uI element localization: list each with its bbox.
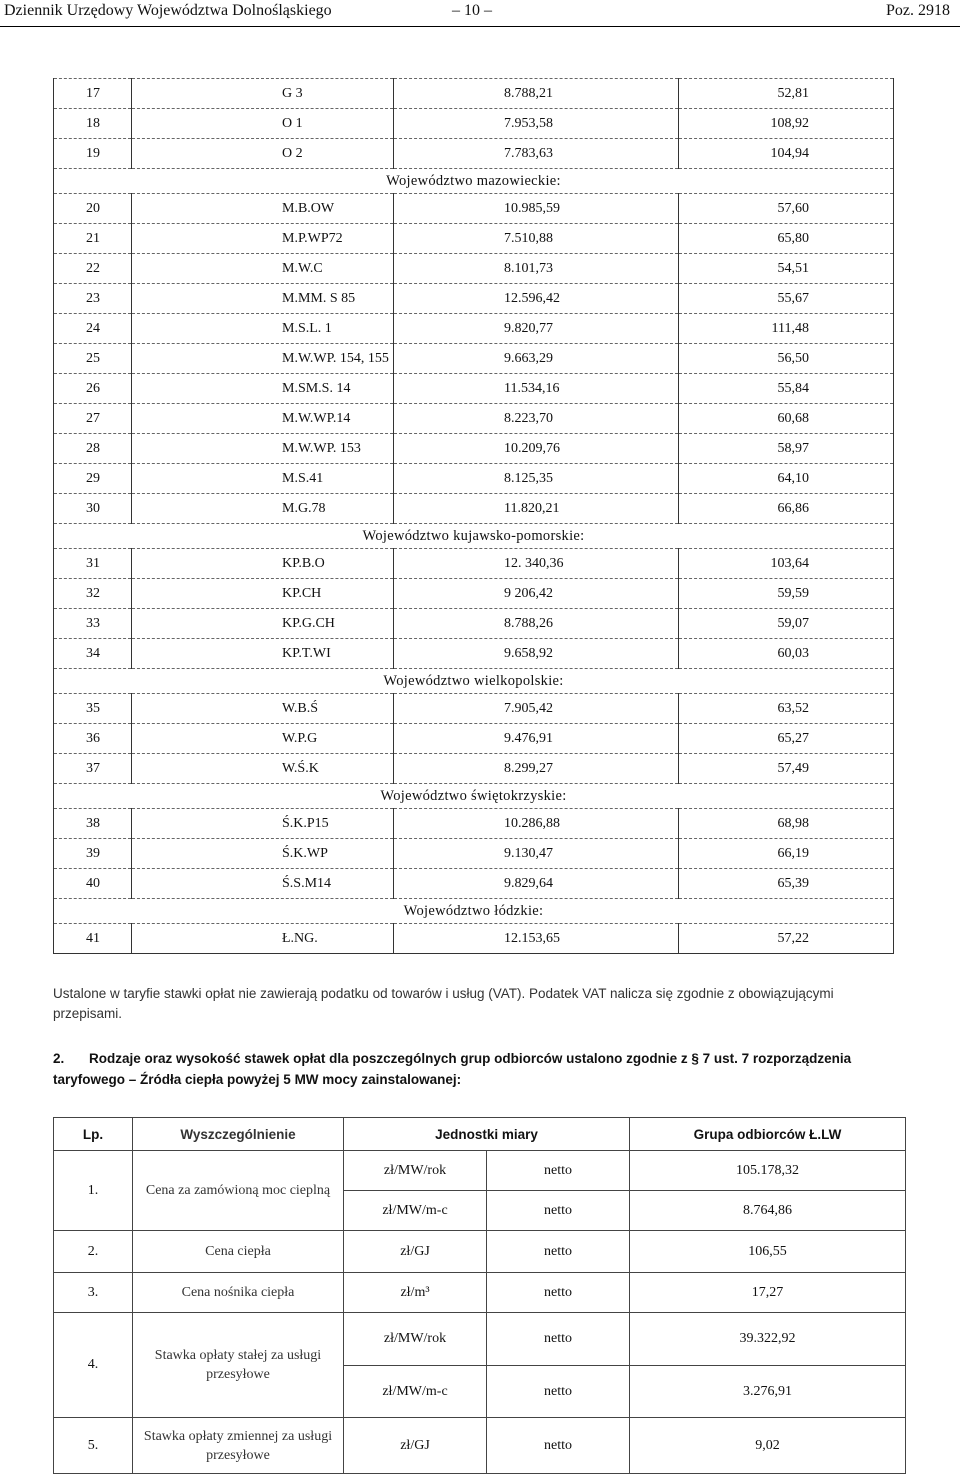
region-heading-row [54,669,894,694]
row-number: 22 [54,254,132,284]
source-code: KP.B.O [132,549,394,579]
row-number: 37 [54,754,132,784]
netto-cell: netto [487,1366,630,1418]
region-heading-row [54,899,894,924]
table-row [54,79,894,109]
table-row [54,869,894,899]
table-row [54,314,894,344]
region-heading: Województwo kujawsko-pomorskie: [54,524,894,549]
row-number: 28 [54,434,132,464]
source-code: M.W.C [132,254,394,284]
power-value: 9.829,64 [394,869,679,899]
row-description: Stawka opłaty stałej za usługi przesyłowe [133,1313,344,1418]
header-description: Wyszczególnienie [133,1118,344,1151]
source-code: W.B.Ś [132,694,394,724]
table-row [54,639,894,669]
row-description: Cena ciepła [133,1231,344,1273]
source-code: O 1 [132,109,394,139]
row-number: 20 [54,194,132,224]
source-code: W.Ś.K [132,754,394,784]
table-row [54,1151,906,1191]
row-lp: 1. [54,1151,133,1231]
source-code: KP.G.CH [132,609,394,639]
row-lp: 2. [54,1231,133,1273]
page-header [0,0,960,27]
table-row [54,1231,906,1273]
table-row [54,284,894,314]
price-value: 66,19 [679,839,894,869]
power-value: 9.820,77 [394,314,679,344]
power-value: 12.153,65 [394,924,679,954]
table-row [54,374,894,404]
table-row [54,1313,906,1366]
group-value: 105.178,32 [630,1151,906,1191]
group-value: 106,55 [630,1231,906,1273]
price-value: 59,59 [679,579,894,609]
table-row [54,609,894,639]
source-code: M.S.41 [132,464,394,494]
source-code: M.S.L. 1 [132,314,394,344]
table-row [54,344,894,374]
price-value: 52,81 [679,79,894,109]
table-row [54,724,894,754]
row-number: 40 [54,869,132,899]
table-row [54,694,894,724]
unit-cell: zł/MW/m-c [344,1366,487,1418]
row-number: 17 [54,79,132,109]
price-value: 54,51 [679,254,894,284]
source-code: Ś.S.M14 [132,869,394,899]
price-value: 65,39 [679,869,894,899]
source-code: M.G.78 [132,494,394,524]
price-value: 55,67 [679,284,894,314]
table-row [54,579,894,609]
power-value: 9.663,29 [394,344,679,374]
power-value: 9.130,47 [394,839,679,869]
table-row [54,464,894,494]
power-value: 9.476,91 [394,724,679,754]
row-lp: 4. [54,1313,133,1418]
group-value: 8.764,86 [630,1191,906,1231]
row-number: 27 [54,404,132,434]
table-row [54,494,894,524]
price-value: 65,27 [679,724,894,754]
table-row [54,194,894,224]
source-code: KP.CH [132,579,394,609]
unit-cell: zł/MW/rok [344,1151,487,1191]
source-code: M.P.WP72 [132,224,394,254]
section-number: 2. [53,1051,65,1066]
table-row [54,1418,906,1474]
region-heading-row [54,524,894,549]
price-value: 63,52 [679,694,894,724]
price-value: 68,98 [679,809,894,839]
row-number: 21 [54,224,132,254]
price-value: 104,94 [679,139,894,169]
price-value: 60,03 [679,639,894,669]
row-number: 39 [54,839,132,869]
power-value: 10.985,59 [394,194,679,224]
header-units: Jednostki miary [344,1118,630,1151]
unit-cell: zł/GJ [344,1231,487,1273]
power-value: 8.101,73 [394,254,679,284]
table-row [54,434,894,464]
row-number: 36 [54,724,132,754]
source-code: M.W.WP. 154, 155 [132,344,394,374]
group-value: 39.322,92 [630,1313,906,1366]
row-description: Cena nośnika ciepła [133,1273,344,1313]
power-value: 8.223,70 [394,404,679,434]
region-heading: Województwo mazowieckie: [54,169,894,194]
section-text: Rodzaje oraz wysokość stawek opłat dla poszczególnych grup odbiorców ustalono zgodnie z § 7 ust. 7 rozporządzenia taryfowego – Źródła ciepła powyżej 5 MW mocy zainstalowanej: [53,1051,852,1087]
price-value: 60,68 [679,404,894,434]
price-value: 56,50 [679,344,894,374]
source-code: M.SM.S. 14 [132,374,394,404]
row-number: 32 [54,579,132,609]
price-value: 111,48 [679,314,894,344]
table-row [54,839,894,869]
header-group: Grupa odbiorców Ł.LW [630,1118,906,1151]
row-number: 26 [54,374,132,404]
region-heading: Województwo łódzkie: [54,899,894,924]
netto-cell: netto [487,1151,630,1191]
row-number: 23 [54,284,132,314]
unit-cell: zł/MW/m-c [344,1191,487,1231]
row-description: Cena za zamówioną moc cieplną [133,1151,344,1231]
table-row [54,549,894,579]
journal-title: Dziennik Urzędowy Województwa Dolnośląskiego [4,2,332,19]
price-value: 64,10 [679,464,894,494]
table-row [54,754,894,784]
power-value: 7.783,63 [394,139,679,169]
unit-cell: zł/GJ [344,1418,487,1474]
price-value: 65,80 [679,224,894,254]
source-code: M.MM. S 85 [132,284,394,314]
group-value: 17,27 [630,1273,906,1313]
table-row [54,139,894,169]
table-row [54,404,894,434]
row-number: 31 [54,549,132,579]
source-code: Ś.K.P15 [132,809,394,839]
row-number: 35 [54,694,132,724]
netto-cell: netto [487,1418,630,1474]
source-code: M.B.OW [132,194,394,224]
section-2-heading [53,1048,898,1090]
unit-cell: zł/MW/rok [344,1313,487,1366]
power-value: 9.658,92 [394,639,679,669]
row-number: 33 [54,609,132,639]
group-value: 9,02 [630,1418,906,1474]
price-value: 66,86 [679,494,894,524]
source-code: KP.T.WI [132,639,394,669]
position-number: Poz. 2918 [886,2,950,19]
source-code: M.W.WP.14 [132,404,394,434]
region-heading: Województwo wielkopolskie: [54,669,894,694]
table-row [54,109,894,139]
power-value: 10.209,76 [394,434,679,464]
table-header-row [54,1118,906,1151]
netto-cell: netto [487,1273,630,1313]
row-number: 18 [54,109,132,139]
source-code: W.P.G [132,724,394,754]
table-row [54,224,894,254]
price-value: 58,97 [679,434,894,464]
header-lp: Lp. [54,1118,133,1151]
power-value: 11.820,21 [394,494,679,524]
price-value: 57,49 [679,754,894,784]
source-code: Ś.K.WP [132,839,394,869]
power-value: 7.953,58 [394,109,679,139]
source-code: G 3 [132,79,394,109]
row-number: 34 [54,639,132,669]
price-value: 55,84 [679,374,894,404]
price-value: 57,22 [679,924,894,954]
price-value: 57,60 [679,194,894,224]
region-heading-row [54,784,894,809]
table-row [54,254,894,284]
power-value: 7.510,88 [394,224,679,254]
page-number: – 10 – [452,2,492,19]
row-number: 29 [54,464,132,494]
price-value: 103,64 [679,549,894,579]
rates-table [53,1117,906,1474]
group-value: 3.276,91 [630,1366,906,1418]
row-lp: 3. [54,1273,133,1313]
row-number: 38 [54,809,132,839]
power-value: 10.286,88 [394,809,679,839]
power-value: 8.125,35 [394,464,679,494]
row-number: 19 [54,139,132,169]
price-value: 59,07 [679,609,894,639]
table-row [54,809,894,839]
table-row [54,924,894,954]
netto-cell: netto [487,1231,630,1273]
netto-cell: netto [487,1313,630,1366]
vat-note: Ustalone w taryfie stawki opłat nie zawierają podatku od towarów i usług (VAT). Podatek VAT nalicza się zgodnie z obowiązującymi przepisami. [53,986,834,1021]
table-row [54,1273,906,1313]
region-heading-row [54,169,894,194]
power-value: 12.596,42 [394,284,679,314]
source-code: O 2 [132,139,394,169]
power-value: 9 206,42 [394,579,679,609]
row-number: 41 [54,924,132,954]
power-value: 7.905,42 [394,694,679,724]
row-number: 30 [54,494,132,524]
source-code: Ł.NG. [132,924,394,954]
row-lp: 5. [54,1418,133,1474]
region-heading: Województwo świętokrzyskie: [54,784,894,809]
power-value: 12. 340,36 [394,549,679,579]
unit-cell: zł/m³ [344,1273,487,1313]
source-code: M.W.WP. 153 [132,434,394,464]
price-value: 108,92 [679,109,894,139]
power-value: 11.534,16 [394,374,679,404]
netto-cell: netto [487,1191,630,1231]
power-value: 8.788,21 [394,79,679,109]
price-table [53,78,894,954]
power-value: 8.299,27 [394,754,679,784]
row-number: 24 [54,314,132,344]
power-value: 8.788,26 [394,609,679,639]
row-description: Stawka opłaty zmiennej za usługi przesyłowe [133,1418,344,1474]
row-number: 25 [54,344,132,374]
